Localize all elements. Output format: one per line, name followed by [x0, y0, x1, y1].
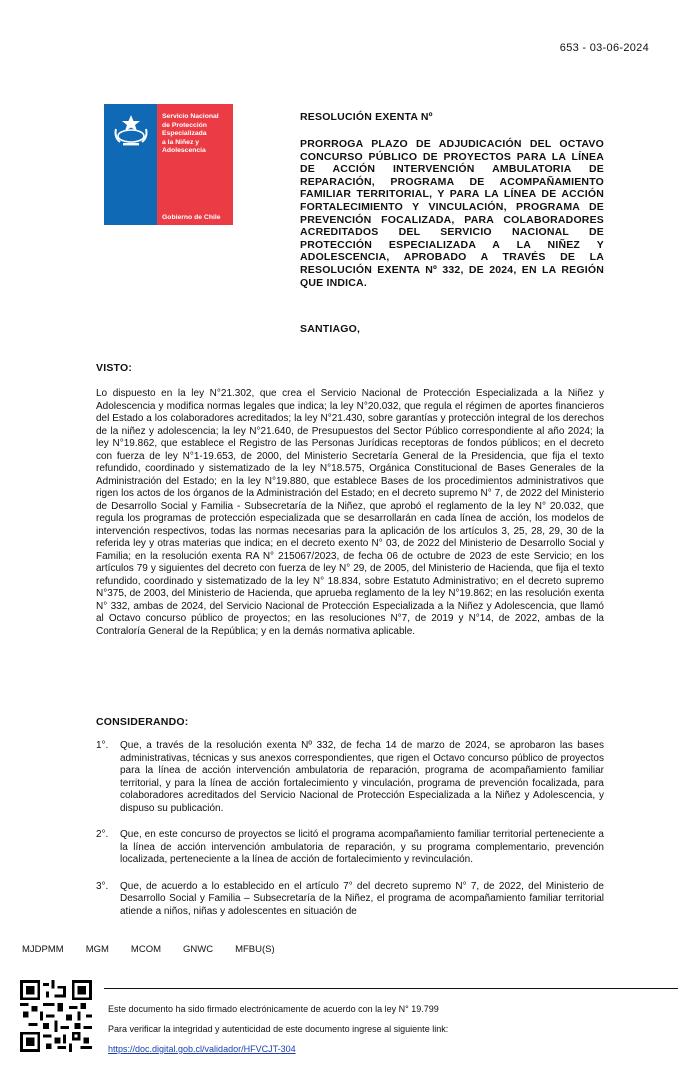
- coat-of-arms-icon: [111, 111, 151, 149]
- considerando-text: Que, a través de la resolución exenta Nº 332, de fecha 14 de marzo de 2024, se aprobaron las bases administrativas, técnicas y sus anexos correspondientes, que rigen el Octavo concurso público de proyectos para la línea de acción intervención ambulatoria de reparación, programa de acompañamiento familiar territorial, y para la línea de acción fortalecimiento y vinculación, programa de prevención focalizada, para colaboradores acreditados del Servicio Nacional de Protección Especializada a la Niñez y Adolescencia, y dispuso su publicación.: [120, 740, 604, 814]
- footer-divider: [104, 988, 678, 989]
- considerando-item: [96, 740, 604, 815]
- logo-red-panel: [157, 104, 233, 225]
- considerando-title: CONSIDERANDO:: [96, 716, 189, 728]
- footer-verify-text: Para verificar la integridad y autenticidad de este documento ingrese al siguiente link:: [108, 1024, 449, 1034]
- qr-code-icon: [20, 980, 92, 1052]
- initials-item: MCOM: [130, 944, 161, 955]
- considerando-number: 2°.: [96, 829, 109, 840]
- resolution-label: RESOLUCIÓN EXENTA Nº: [300, 111, 433, 123]
- initials-item: MFBU(S): [235, 944, 275, 955]
- initials-item: MJDPMM: [22, 944, 64, 955]
- footer-signature-text: Este documento ha sido firmado electrónicamente de acuerdo con la ley N° 19.799: [108, 1004, 439, 1014]
- document-number: 653 - 03-06-2024: [559, 42, 649, 54]
- initials-item: GNWC: [183, 944, 214, 955]
- visto-body: Lo dispuesto en la ley N°21.302, que crea el Servicio Nacional de Protección Especializada a la Niñez y Adolescencia y modifica normas legales que indica; la ley N°20.032, que regula el régimen de aportes financieros del Estado a los colaboradores acreditados; la ley N°21.430, sobre garantías y protección integral de los derechos de la niñez y adolescencia; la ley N°21.640, de Presupuestos del Sector Público correspondiente al año 2024; la ley N°19.862, que establece el Registro de las Personas Jurídicas receptoras de fondos públicos; en el decreto con fuerza de ley N°1-19.653, de 2000, del Ministerio Secretaría General de la Presidencia, que fija el texto refundido, coordinado y sistematizado de la ley N°18.575, Orgánica Constitucional de Bases Generales de la Administración del Estado; en la ley N°19.880, que establece Bases de los procedimientos administrativos que rigen los actos de los órganos de la Administración del Estado; en el decreto supremo N° 7, de 2022 del Ministerio de Desarrollo Social y Familia - Subsecretaría de la Niñez, que aprobó el reglamento de la ley N° 20.032, que regula los programas de protección especializada que se desarrollarán en cada línea de acción, los modelos de intervención respectivos, todas las normas necesarias para la aplicación de los artículos 3, 25, 28, 29, 30 de la referida ley y otras materias que indica; en el decreto exento N° 03, de 2022 del Ministerio de Desarrollo Social y Familia; en la resolución exenta RA N° 215067/2023, de fecha 06 de octubre de 2023 de este Servicio; en los artículos 79 y siguientes del decreto con fuerza de ley N° 29, de 2005, del Ministerio de Hacienda, que fija el texto refundido, coordinado y sistematizado de la ley N° 18.834, sobre Estatuto Administrativo; en el decreto supremo N°375, de 2003, del Ministerio de Hacienda, que aprueba reglamento de la ley N°19.862; en las resolución exenta N° 332, ambas de 2024, del Servicio Nacional de Protección Especializada a la Niñez y Adolescencia, que llamó al Octavo concurso público de proyectos; en las resoluciones N°7, de 2019 y N°14, de 2022, ambas de la Contraloría General de la República; y en la demás normativa aplicable.: [96, 388, 604, 637]
- considerando-item: [96, 829, 604, 867]
- author-initials: [22, 944, 297, 955]
- service-logo: [104, 104, 233, 225]
- resolution-subject: PRORROGA PLAZO DE ADJUDICACIÓN DEL OCTAVO CONCURSO PÚBLICO DE PROYECTOS PARA LA LÍNEA DE ACCIÓN INTERVENCIÓN AMBULATORIA DE REPARACIÓN, PROGRAMA DE ACOMPAÑAMIENTO FAMILIAR TERRITORIAL, Y PARA LA LÍNEA DE ACCIÓN FORTALECIMIENTO Y VINCULACIÓN, PROGRAMA DE PREVENCIÓN FOCALIZADA, PARA COLABORADORES ACREDITADOS DEL SERVICIO NACIONAL DE PROTECCIÓN ESPECIALIZADA A LA NIÑEZ Y ADOLESCENCIA, APROBADO A TRAVÉS DE LA RESOLUCIÓN EXENTA Nº 332, DE 2024, EN LA REGIÓN QUE INDICA.: [300, 138, 604, 289]
- initials-item: MGM: [85, 944, 109, 955]
- verification-link[interactable]: https://doc.digital.gob.cl/validador/HFVCJT-304: [108, 1044, 296, 1054]
- considerando-text: Que, de acuerdo a lo establecido en el artículo 7° del decreto supremo N° 7, de 2022, del Ministerio de Desarrollo Social y Familia – Subsecretaría de la Niñez, el programa de acompañamiento familiar territorial atiende a niños, niñas y adolescentes en situación de: [120, 880, 604, 917]
- considerando-item: [96, 881, 604, 919]
- considerando-text: Que, en este concurso de proyectos se licitó el programa acompañamiento familiar territorial perteneciente a la línea de acción intervención ambulatoria de reparación, y su programa complementario, prevención localizada, perteneciente a la línea de acción de fortalecimiento y revinculación.: [120, 829, 604, 865]
- logo-government-name: Gobierno de Chile: [162, 214, 221, 221]
- considerando-number: 3°.: [96, 880, 109, 892]
- considerando-number: 1°.: [96, 740, 109, 751]
- footer-signature-note: [108, 999, 448, 1059]
- logo-organization-name: Servicio Nacional de Protección Especializada a la Niñez y Adolescencia: [162, 113, 219, 155]
- logo-blue-panel: [104, 104, 157, 225]
- considerando-list: [96, 740, 604, 932]
- resolution-city: SANTIAGO,: [300, 323, 361, 335]
- visto-title: VISTO:: [96, 362, 133, 374]
